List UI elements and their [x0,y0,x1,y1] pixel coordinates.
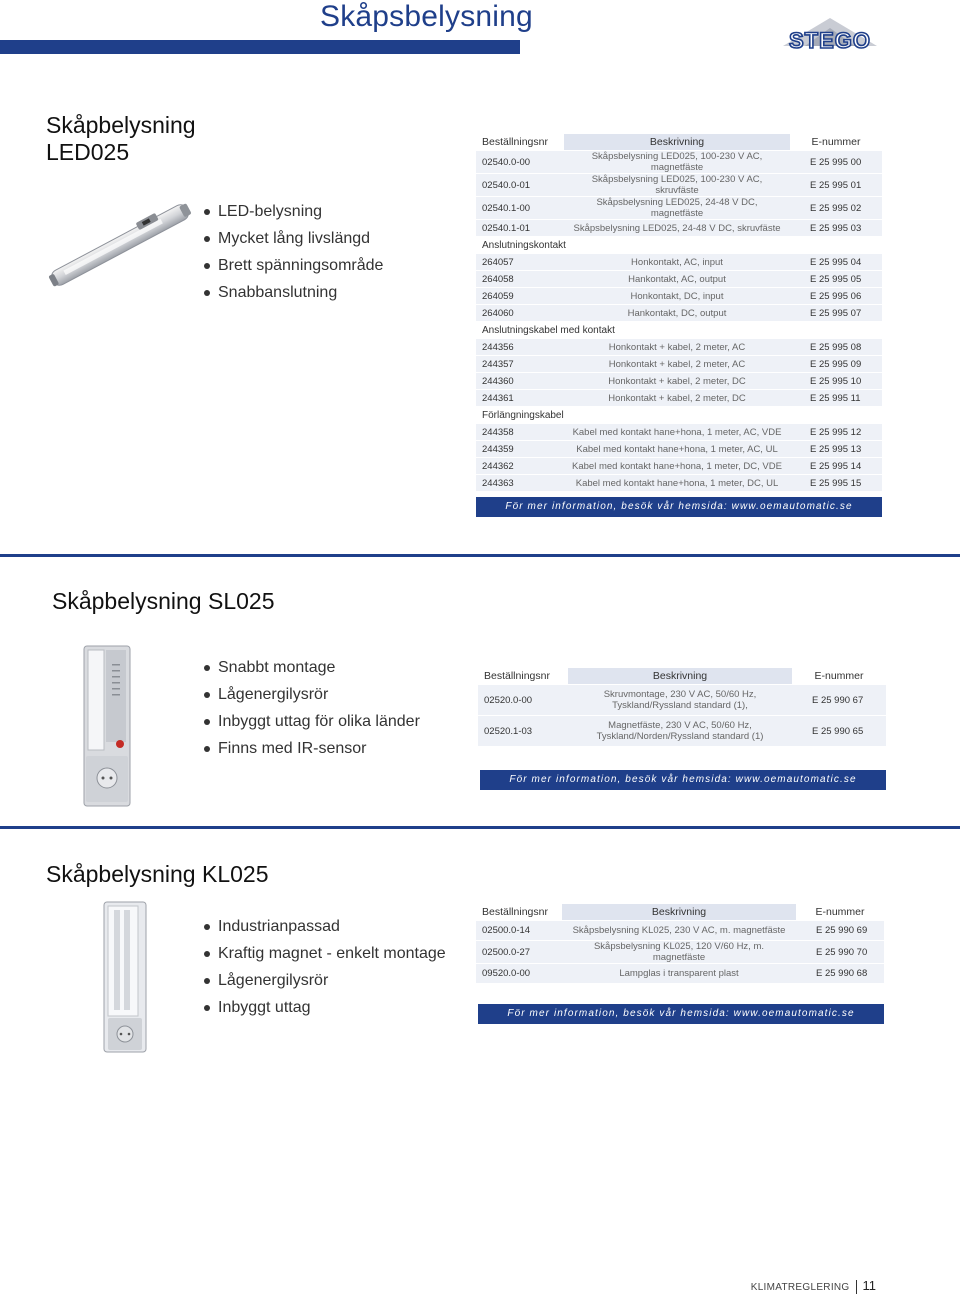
led025-table-body [476,151,882,492]
table-row [476,921,884,941]
order-number-cell: 244359 [476,441,564,458]
sl025-title: Skåpbelysning SL025 [52,588,275,614]
e-number-cell: E 25 995 09 [790,356,882,373]
description-cell: Kabel med kontakt hane+hona, 1 meter, DC, VDE [564,458,790,475]
led025-feature: Brett spänningsområde [202,252,383,279]
table-row [476,475,882,492]
led025-feature: Snabbanslutning [202,279,383,306]
col-header-desc: Beskrivning [564,134,790,151]
page-header-title: Skåpsbelysning [320,0,533,33]
order-number-cell: 244356 [476,339,564,356]
description-cell: Skåpsbelysning LED025, 24-48 V DC, magnetfäste [564,197,790,220]
order-number-cell: 244360 [476,373,564,390]
e-number-cell: E 25 995 13 [790,441,882,458]
order-number-cell: 264057 [476,254,564,271]
e-number-cell: E 25 995 10 [790,373,882,390]
section-divider [0,554,960,557]
e-number-cell: E 25 995 01 [790,174,882,197]
e-number-cell: E 25 995 00 [790,151,882,174]
table-row [478,685,886,716]
led025-title-line2: LED025 [46,139,130,165]
kl025-product-image [100,900,150,1056]
led025-title [46,112,196,166]
kl025-spec-table [476,904,884,984]
col-header-enr: E-nummer [792,668,886,685]
led025-feature: Mycket lång livslängd [202,225,383,252]
sl025-table-body [478,685,886,747]
order-number-cell: 02540.1-00 [476,197,564,220]
footer-separator [856,1280,857,1294]
led025-spec-table [476,134,882,492]
description-cell: Lampglas i transparent plast [562,964,796,984]
order-number-cell: 02520.0-00 [478,685,568,716]
e-number-cell: E 25 995 02 [790,197,882,220]
category-label: Anslutningskabel med kontakt [476,322,882,339]
led025-title-line1: Skåpbelysning [46,112,196,138]
description-cell: Honkontakt + kabel, 2 meter, DC [564,390,790,407]
table-row [476,964,884,984]
table-row [476,356,882,373]
description-cell: Skåpsbelysning LED025, 100-230 V AC, magnetfäste [564,151,790,174]
category-row [476,322,882,339]
footer-section-label: KLIMATREGLERING [750,1282,850,1293]
table-row [476,271,882,288]
kl025-table-body [476,921,884,984]
order-number-cell: 244358 [476,424,564,441]
col-header-enr: E-nummer [790,134,882,151]
description-cell: Skåpsbelysning KL025, 120 V/60 Hz, m. magnetfäste [562,941,796,964]
category-row [476,237,882,254]
order-number-cell: 09520.0-00 [476,964,562,984]
table-row [476,458,882,475]
category-label: Förlängningskabel [476,407,882,424]
col-header-order: Beställningsnr [478,668,568,685]
table-row [476,174,882,197]
category-label: Anslutningskontakt [476,237,882,254]
order-number-cell: 02540.1-01 [476,220,564,237]
table-row [476,288,882,305]
description-cell: Magnetfäste, 230 V AC, 50/60 Hz, Tyskland/Norden/Ryssland standard (1) [568,716,792,747]
e-number-cell: E 25 995 05 [790,271,882,288]
col-header-desc: Beskrivning [568,668,792,685]
kl025-feature: Kraftig magnet - enkelt montage [202,940,446,967]
sl025-spec-table [478,668,886,747]
page-number: 11 [862,1278,876,1293]
e-number-cell: E 25 995 04 [790,254,882,271]
table-row [476,373,882,390]
sl025-product-image [82,644,134,808]
order-number-cell: 244357 [476,356,564,373]
description-cell: Skåpsbelysning KL025, 230 V AC, m. magnetfäste [562,921,796,941]
table-row [476,220,882,237]
e-number-cell: E 25 990 70 [796,941,884,964]
description-cell: Honkontakt, AC, input [564,254,790,271]
description-cell: Skåpsbelysning LED025, 24-48 V DC, skruvfäste [564,220,790,237]
order-number-cell: 02500.0-14 [476,921,562,941]
e-number-cell: E 25 995 12 [790,424,882,441]
header-bar [0,40,520,54]
sl025-info-bar: För mer information, besök vår hemsida: www.oemautomatic.se [480,770,886,790]
col-header-enr: E-nummer [796,904,884,921]
order-number-cell: 244362 [476,458,564,475]
kl025-title: Skåpbelysning KL025 [46,861,269,887]
led025-feature-list [202,198,383,306]
e-number-cell: E 25 990 67 [792,685,886,716]
col-header-order: Beställningsnr [476,134,564,151]
e-number-cell: E 25 995 14 [790,458,882,475]
table-row [476,424,882,441]
table-row [476,390,882,407]
e-number-cell: E 25 995 11 [790,390,882,407]
kl025-feature-list [202,913,446,1021]
description-cell: Hankontakt, DC, output [564,305,790,322]
led025-info-bar: För mer information, besök vår hemsida: www.oemautomatic.se [476,497,882,517]
led025-feature: LED-belysning [202,198,383,225]
description-cell: Kabel med kontakt hane+hona, 1 meter, AC, VDE [564,424,790,441]
e-number-cell: E 25 995 03 [790,220,882,237]
page-footer [751,1278,876,1294]
sl025-feature: Lågenergilysrör [202,681,420,708]
table-row [476,941,884,964]
led025-product-image [40,195,200,295]
table-row [476,305,882,322]
description-cell: Honkontakt + kabel, 2 meter, AC [564,339,790,356]
sl025-feature: Snabbt montage [202,654,420,681]
e-number-cell: E 25 995 07 [790,305,882,322]
e-number-cell: E 25 995 08 [790,339,882,356]
order-number-cell: 244363 [476,475,564,492]
sl025-feature: Inbyggt uttag för olika länder [202,708,420,735]
description-cell: Honkontakt + kabel, 2 meter, AC [564,356,790,373]
table-row [476,441,882,458]
kl025-feature: Lågenergilysrör [202,967,446,994]
order-number-cell: 264060 [476,305,564,322]
order-number-cell: 02500.0-27 [476,941,562,964]
e-number-cell: E 25 990 65 [792,716,886,747]
col-header-desc: Beskrivning [562,904,796,921]
order-number-cell: 264059 [476,288,564,305]
description-cell: Honkontakt + kabel, 2 meter, DC [564,373,790,390]
order-number-cell: 264058 [476,271,564,288]
stego-logo [775,16,885,54]
category-row [476,407,882,424]
table-row [478,716,886,747]
table-row [476,339,882,356]
section-divider [0,826,960,829]
kl025-feature: Inbyggt uttag [202,994,446,1021]
description-cell: Honkontakt, DC, input [564,288,790,305]
description-cell: Skåpsbelysning LED025, 100-230 V AC, skruvfäste [564,174,790,197]
e-number-cell: E 25 990 69 [796,921,884,941]
table-row [476,254,882,271]
sl025-feature: Finns med IR-sensor [202,735,420,762]
order-number-cell: 02540.0-00 [476,151,564,174]
order-number-cell: 244361 [476,390,564,407]
logo-wordmark: STEGO [788,28,872,53]
e-number-cell: E 25 995 06 [790,288,882,305]
kl025-info-bar: För mer information, besök vår hemsida: www.oemautomatic.se [478,1004,884,1024]
e-number-cell: E 25 995 15 [790,475,882,492]
e-number-cell: E 25 990 68 [796,964,884,984]
description-cell: Kabel med kontakt hane+hona, 1 meter, DC, UL [564,475,790,492]
col-header-order: Beställningsnr [476,904,562,921]
table-row [476,151,882,174]
description-cell: Kabel med kontakt hane+hona, 1 meter, AC, UL [564,441,790,458]
table-row [476,197,882,220]
sl025-feature-list [202,654,420,762]
description-cell: Skruvmontage, 230 V AC, 50/60 Hz, Tyskland/Ryssland standard (1), [568,685,792,716]
kl025-feature: Industrianpassad [202,913,446,940]
order-number-cell: 02520.1-03 [478,716,568,747]
order-number-cell: 02540.0-01 [476,174,564,197]
description-cell: Hankontakt, AC, output [564,271,790,288]
